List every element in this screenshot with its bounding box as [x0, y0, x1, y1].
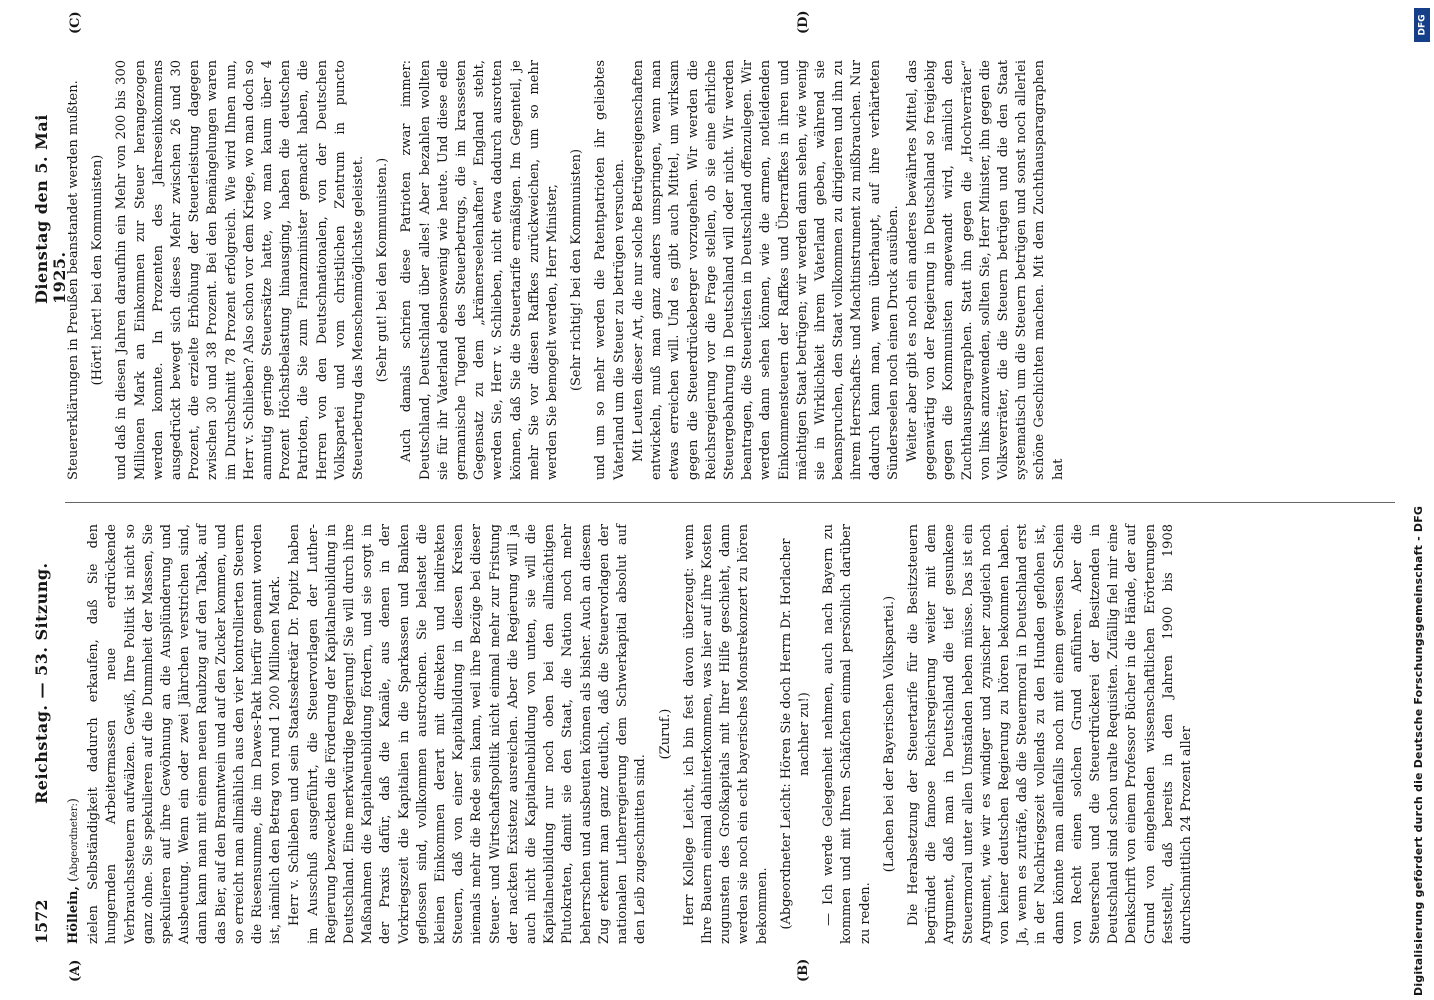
speaker-line: Höllein, (Abgeordneter:) [66, 798, 81, 944]
speaker-role: Abgeordneter: [69, 803, 80, 877]
session-date: Dienstag den 5. Mai 1925. [32, 114, 70, 304]
digitization-note: Digitalisierung gefördert durch die Deutsche Forschungsgemeinschaft - DFG [1412, 505, 1425, 996]
interjection: (Sehr gut! bei den Kommunisten.) [375, 157, 391, 383]
margin-mark-c: (C) [68, 11, 83, 34]
interjection: (Zuruf.) [657, 708, 673, 760]
margin-mark-a: (A) [68, 959, 83, 982]
page-number: 1572 [32, 899, 51, 944]
paragraph: Herr Kollege Leicht, ich bin fest davon überzeugt: wenn Ihre Bauern einmal dahinterkommen, was hier auf ihre Kosten zugunsten des Großkapitals mit Ihrer Hilfe geschieht, dann werden sie noch ein echt bayerisches Monstrekonzert zu hören bekommen. [681, 524, 770, 944]
right-column [65, 60, 1069, 480]
margin-mark-b: (B) [796, 958, 811, 982]
paragraph: und um so mehr werden die Patentpatrioten ihr geliebtes Vaterland um die Steuer zu betrügen versuchen. [593, 60, 627, 480]
paragraph: Mit Leuten dieser Art, die nur solche Betrügereigenschaften entwickeln, muß man ganz anders umspringen, wenn man etwas erreichen will. Und es gibt auch Mittel, um wirksam gegen die Steuerdrückeberger vorzugehen. Wir werden die Reichsregierung vor die Frage stellen, ob sie eine ehrliche Steuergebahrung in Deutschland will oder nicht. Wir werden beantragen, die Steuerlisten in Deutschland offenzulegen. Wir werden dann sehen können, wie die armen, notleidenden Einkommensteuern der Raffkes und Überraffkes in ihren und mächtigen Staat betrügen; wir werden dann sehen, wie wenig sie in Wirklichkeit ihrem Vaterland geben, während sie beanspruchen, den Staat vollkommen zu dirigieren und ihn zu ihrem Herrschafts- und Machtinstrument zu mißbrauchen. Nur dadurch kann man, wenn überhaupt, auf ihre verhärteten Sünderseelen noch einen Druck ausüben. [630, 60, 901, 480]
column-divider [65, 502, 1395, 503]
paragraph: Steuererklärungen in Preußen beanstandet werden mußten. [66, 80, 81, 480]
paragraph: Auch damals schrien diese Patrioten zwar immer: Deutschland, Deutschland über alles! Aber bezahlen wollten sie für ihr Vaterland ebensowenig wie heute. Und diese edle germanische Tugend des Steuerbetrugs, die im krassesten Gegensatz zu dem „krämerseelenhaften“ England steht, werden Sie, Herr v. Schlieben, nicht etwa dadurch ausrotten können, daß Sie die Steuertarife ermäßigen. Im Gegenteil, je mehr Sie vor diesen Raffkes zurückweichen, um so mehr werden Sie bemogelt werden, Herr Minister, [399, 60, 561, 480]
paragraph: und daß in diesen Jahren daraufhin ein Mehr von 200 bis 300 Millionen Mark an Einkommen zur Steuer herangezogen werden konnte. In Prozenten des Jahreseinkommens ausgedrückt bewegt sich dieses Mehr zwischen 26 und 30 Prozent, die erzielte Erhöhung der Steuerleistung dagegen zwischen 30 und 38 Prozent. Bei den Bemängelungen waren im Durchschnitt 78 Prozent erfolgreich. Wie wird Ihnen nun, Herr v. Schlieben? Also schon vor dem Kriege, wo man doch so anmutig geringe Steuersätze hatte, wo man kaum über 4 Prozent Höchstbelastung hinausging, haben die deutschen Patrioten, die Sie zum Finanzminister gemacht haben, die Herren von den Deutschnationalen, von der Deutschen Volkspartei und vom christlichen Zentrum in puncto Steuerbetrug das Menschenmöglichste geleistet. [114, 60, 367, 480]
paragraph: Herr v. Schlieben und sein Staatssekretär Dr. Popitz haben im Ausschuß ausgeführt, die Steuervorlagen der Luther-Regierung bezweckten die Förderung der Kapitalneubildung in Deutschland. Eine merkwürdige Regierung! Sie will durch ihre Maßnahmen die Kapitalneubildung fördern, und sie sorgt in der Praxis dafür, daß die Kanäle, aus denen in der Vorkriegszeit die Kapitalien in die Sparkassen und Banken geflossen sind, vollkommen austrocknen. Sie belastet die kleinen Einkommen derart mit direkten und indirekten Steuern, daß von einer Kapitalbildung in diesen Kreisen niemals mehr die Rede sein kann, weil ihre Bezüge bei dieser Steuer- und Wirtschaftspolitik nicht einmal mehr zur Fristung der nackten Existenz ausreichen. Aber die Regierung will ja auch nicht die Kapitalneubildung von unten, sie will die Kapitalneubildung nur noch oben bei den allmächtigen Plutokraten, damit sie den Staat, die Nation noch mehr beherrschen und ausbeuten können als bisher. Auch an diesem Zug erkennt man ganz deutlich, daß die Steuervorlagen der nationalen Lutherregierung dem Schwerkapital absolut auf den Leib zugeschnitten sind. [287, 524, 649, 944]
paragraph: — Ich werde Gelegenheit nehmen, auch nach Bayern zu kommen und mit Ihren Schäfchen einmal persönlich darüber zu reden. [821, 524, 873, 944]
document-page [17, 0, 1417, 1000]
speaker-name: Höllein, [66, 885, 81, 944]
paragraph: Die Herabsetzung der Steuertarife für die Besitzsteuern begründet die famose Reichsregierung weiter mit dem Argument, daß man in Deutschland die tief gesunkene Steuermoral unter allen Umständen heben müsse. Das ist ein Argument, wie wir es windiger und zynischer zugleich noch von keiner deutschen Regierung zu hören bekommen haben. Ja, wenn es zuträfe, daß die Steuermoral in Deutschland erst in der Nachkriegszeit vollends zu den Hunden geflohen ist, dann könnte man allenfalls noch mit einem gewissen Schein von Recht einen solchen Grund anführen. Aber die Steuerscheu und die Steuerdrückerei der Besitzenden in Deutschland sind schon uralte Requisiten. Zufällig fiel mir eine Denkschrift von einem Professor Bücher in die Hände, der auf Grund von eingehenden wissenschaftlichen Erörterungen feststellt, daß bereits in den Jahren 1900 bis 1908 durchschnittlich 24 Prozent aller [905, 524, 1194, 944]
interjection: (Sehr richtig! bei den Kommunisten) [569, 148, 585, 392]
paragraph: Weiter aber gibt es noch ein anderes bewährtes Mittel, das gegenwärtig von der Regierung in Deutschland so freigiebig gegen die Kommunisten angewandt wird, nämlich den Zuchthausparagraphen. Statt ihn gegen die „Hochverräter“ von links anzuwenden, sollten Sie, Herr Minister, ihn gegen die Volksverräter, die die Steuern betrügen und die den Staat systematisch um die Steuern betrügen und sonst noch allerlei schöne Geschichten machen. Mit dem Zuchthausparagraphen hat [904, 60, 1066, 480]
interjection: (Lachen bei der Bayerischen Volkspartei.) [881, 595, 897, 873]
left-column [65, 524, 1197, 944]
paragraph: zielen Selbständigkeit dadurch erkaufen, daß Sie den hungernden Arbeitermassen neue erdrückende Verbrauchssteuern aufwälzen. Gewiß, Ihre Politik ist nicht so ganz ohne. Sie spekulieren auf die Dummheit der Massen, Sie spekulieren auf ihre Gewöhnung an die Ausplünderung und Ausbeutung. Wenn ein oder zwei Jährchen verstrichen sind, dann kann man mit einem neuen Raubzug auf den Tabak, auf das Bier, auf den Branntwein und auf den Zucker kommen, und so erreicht man allmählich aus den vier kontrollierten Steuern die Riesensumme, die im Dawes-Pakt hierfür genannt worden ist, nämlich den Betrag von rund 1 200 Millionen Mark. [86, 524, 284, 944]
margin-mark-d: (D) [796, 10, 811, 34]
interjection: (Hört! hört! bei den Kommunisten) [90, 154, 106, 386]
session-title: Reichstag. — 53. Sitzung. [32, 562, 51, 804]
digitization-strip [1410, 0, 1432, 1000]
dfg-logo-text: DFG [1417, 14, 1428, 36]
interjection: (Abgeordneter Leicht: Hören Sie doch Herrn Dr. Horlacher nachher zu!) [778, 538, 812, 930]
page-header [32, 56, 70, 944]
